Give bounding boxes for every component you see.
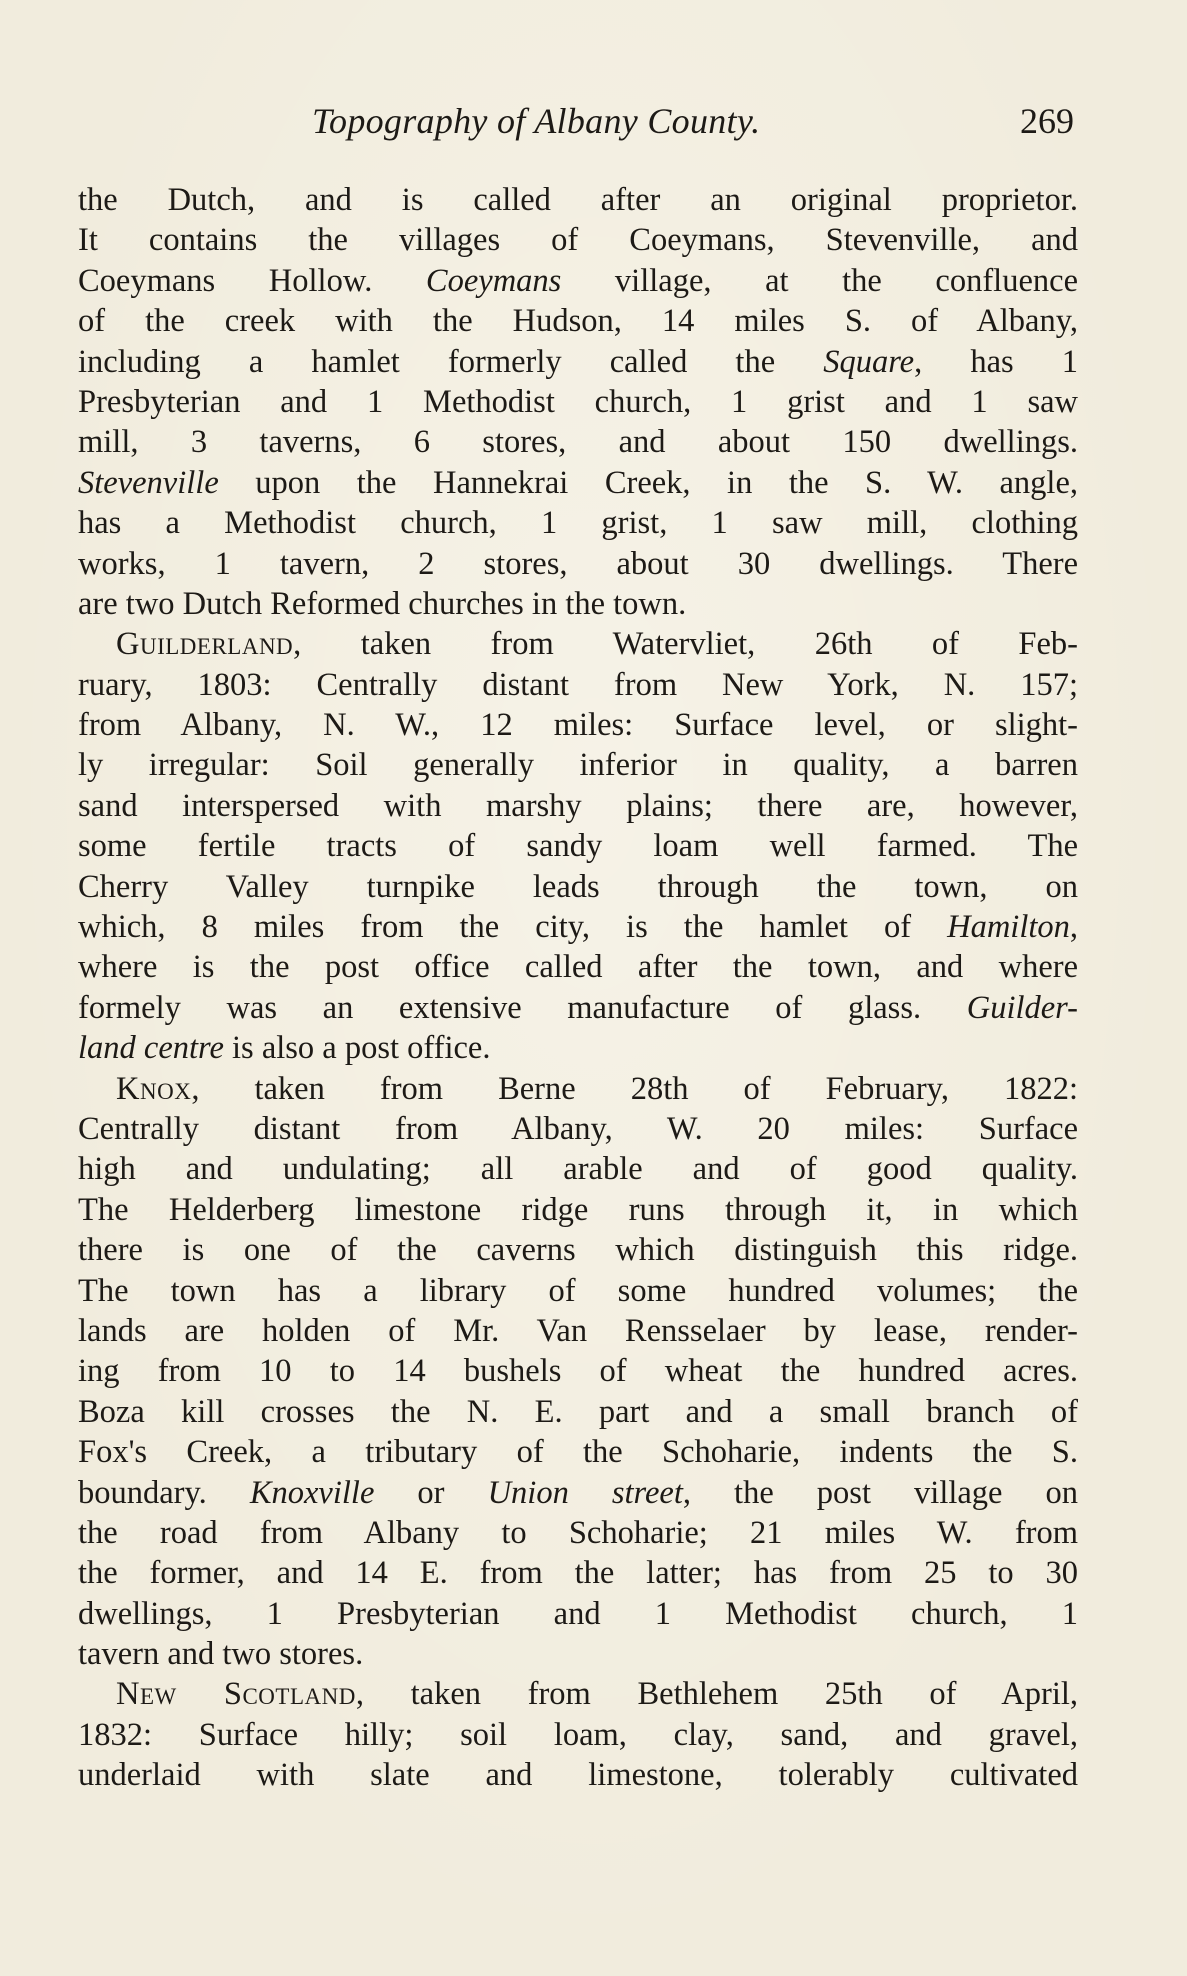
text-line: mill, 3 taverns, 6 stores, and about 150 dwellings. <box>78 424 1078 461</box>
text-line: It contains the villages of Coeymans, Stevenville, and <box>78 222 1078 259</box>
text-line: there is one of the caverns which distinguish this ridge. <box>78 1232 1078 1269</box>
text-line: underlaid with slate and limestone, tolerably cultivated <box>78 1757 1078 1794</box>
town-heading: New Scotland <box>116 1676 356 1713</box>
page-number: 269 <box>1020 101 1074 141</box>
place-name: Square <box>823 343 915 380</box>
text-line: the road from Albany to Schoharie; 21 miles W. from <box>78 1514 1078 1551</box>
place-name: Stevenville <box>78 464 219 501</box>
text-line: are two Dutch Reformed churches in the town. <box>78 585 687 622</box>
text-line: dwellings, 1 Presbyterian and 1 Methodist church, 1 <box>78 1595 1078 1632</box>
text-line: where is the post office called after the town, and where <box>78 949 1078 986</box>
place-name: land centre <box>78 1030 224 1067</box>
page-header <box>0 100 1187 152</box>
text-line: Fox's Creek, a tributary of the Schoharie, indents the S. <box>78 1434 1078 1471</box>
place-name: Union street <box>487 1474 683 1511</box>
text-line: boundary. Knoxville or Union street, the post village on <box>78 1474 1079 1511</box>
text-line: high and undulating; all arable and of good quality. <box>78 1151 1078 1188</box>
text-line: 1832: Surface hilly; soil loam, clay, sand, and gravel, <box>78 1716 1078 1753</box>
text-line: Guilderland, taken from Watervliet, 26th of Feb- <box>116 626 1078 663</box>
running-title: Topography of Albany County. <box>312 101 761 141</box>
text-line: Coeymans Hollow. Coeymans village, at the confluence <box>78 262 1078 299</box>
text-line: some fertile tracts of sandy loam well farmed. The <box>78 828 1078 865</box>
town-heading: Guilderland <box>116 626 294 663</box>
text-line: Centrally distant from Albany, W. 20 miles: Surface <box>78 1110 1078 1147</box>
place-name: Guilder- <box>966 989 1078 1026</box>
text-line: tavern and two stores. <box>78 1636 364 1673</box>
town-heading: Knox <box>116 1070 192 1107</box>
text-line: lands are holden of Mr. Van Rensselaer by lease, render- <box>78 1312 1078 1349</box>
text-line: ly irregular: Soil generally inferior in quality, a barren <box>78 747 1078 784</box>
place-name: Hamilton <box>947 909 1070 946</box>
text-line: Presbyterian and 1 Methodist church, 1 grist and 1 saw <box>78 383 1078 420</box>
place-name: Knoxville <box>249 1474 375 1511</box>
text-line: of the creek with the Hudson, 14 miles S. of Albany, <box>78 303 1078 340</box>
text-line: ruary, 1803: Centrally distant from New York, N. 157; <box>78 666 1078 703</box>
text-line: including a hamlet formerly called the Square, has 1 <box>78 343 1078 380</box>
text-line: the Dutch, and is called after an original proprietor. <box>78 182 1078 218</box>
text-line: Boza kill crosses the N. E. part and a small branch of <box>78 1393 1078 1430</box>
text-line: works, 1 tavern, 2 stores, about 30 dwellings. There <box>78 545 1078 582</box>
text-line: Stevenville upon the Hannekrai Creek, in the S. W. angle, <box>78 464 1078 501</box>
place-name: Coeymans <box>425 262 562 299</box>
text-line: The Helderberg limestone ridge runs through it, in which <box>78 1191 1078 1228</box>
text-line: has a Methodist church, 1 grist, 1 saw mill, clothing <box>78 505 1078 542</box>
text-line: New Scotland, taken from Bethlehem 25th of April, <box>116 1676 1078 1713</box>
text-line: which, 8 miles from the city, is the hamlet of Hamilton, <box>78 909 1078 946</box>
text-line: The town has a library of some hundred volumes; the <box>78 1272 1078 1309</box>
text-line: from Albany, N. W., 12 miles: Surface level, or slight- <box>78 707 1078 744</box>
text-line: formely was an extensive manufacture of glass. Guilder- <box>78 989 1078 1026</box>
text-line: land centre is also a post office. <box>78 1030 491 1067</box>
text-line: the former, and 14 E. from the latter; has from 25 to 30 <box>78 1555 1078 1592</box>
text-line: sand interspersed with marshy plains; there are, however, <box>78 787 1078 824</box>
body-text <box>78 180 1078 1796</box>
text-line: ing from 10 to 14 bushels of wheat the hundred acres. <box>78 1353 1078 1390</box>
text-line: Knox, taken from Berne 28th of February, 1822: <box>116 1070 1078 1107</box>
text-line: Cherry Valley turnpike leads through the town, on <box>78 868 1078 905</box>
